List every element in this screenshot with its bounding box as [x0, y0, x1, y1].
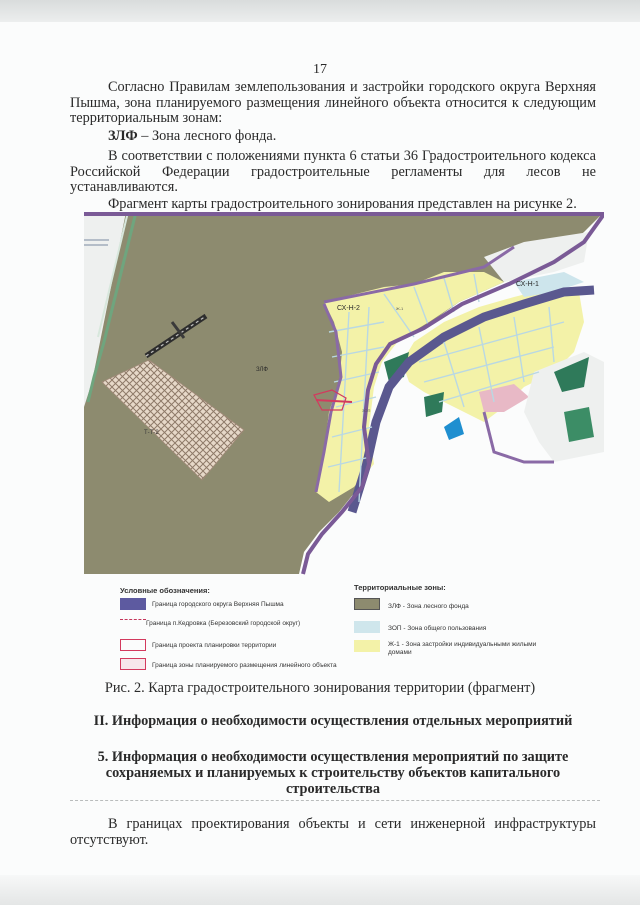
zone-code: ЗЛФ	[108, 128, 138, 144]
label-sh1: СХ-Н-1	[516, 281, 539, 288]
legend-title-left: Условные обозначения:	[120, 586, 210, 595]
legend-swatch-forest	[354, 598, 380, 610]
paragraph-regulations: В соответствии с положениями пункта 6 статьи 36 Градостроительного кодекса Российской Федерации градостроительные регламенты для лесов не устанавливаются.	[70, 148, 596, 196]
legend-item-public: ЗОП - Зона общего пользования	[388, 625, 487, 632]
legend-item-forest: ЗЛФ - Зона лесного фонда	[388, 603, 469, 610]
label-zop: ЗОП	[362, 408, 371, 413]
scan-top-band	[0, 0, 640, 22]
label-tz: Т-Т-2	[144, 430, 159, 436]
legend-item-planning-boundary: Граница проекта планировки территории	[152, 642, 277, 649]
legend-swatch-planning-boundary	[120, 639, 146, 651]
legend-title-right: Территориальные зоны:	[354, 583, 446, 592]
subsection-heading: 5. Информация о необходимости осуществления мероприятий по защите сохраняемых и планируемых к строительству объектов капитального строительства	[97, 749, 569, 797]
legend-item-settlement-boundary: Граница п.Кедровка (Березовский городской округ)	[146, 620, 301, 627]
paragraph-zlf	[70, 129, 596, 145]
page-number: 17	[313, 62, 327, 77]
legend-item-district-boundary: Граница городского округа Верхняя Пышма	[152, 601, 284, 608]
scan-bottom-band	[0, 875, 640, 905]
label-zh1: Ж-1	[396, 306, 404, 311]
zoning-map	[84, 212, 604, 577]
legend-swatch-settlement-boundary	[120, 619, 146, 625]
section-heading: II. Информация о необходимости осуществления отдельных мероприятий	[93, 713, 573, 729]
legend-swatch-district-boundary	[120, 598, 146, 610]
legend-swatch-public	[354, 621, 380, 633]
legend-item-linear-object-zone: Граница зоны планируемого размещения линейного объекта	[152, 662, 337, 669]
label-zlf: ЗЛФ	[256, 367, 268, 373]
zoning-map-svg	[84, 212, 604, 577]
label-sh2: СХ-Н-2	[337, 305, 360, 312]
zone-description: – Зона лесного фонда.	[137, 128, 277, 144]
legend-swatch-residential	[354, 640, 380, 652]
figure-caption: Рис. 2. Карта градостроительного зонирования территории (фрагмент)	[104, 680, 536, 696]
divider	[70, 800, 600, 801]
map-legend	[84, 578, 604, 670]
legend-item-residential: Ж-1 - Зона застройки индивидуальными жилыми домами	[388, 641, 537, 656]
final-paragraph: В границах проектирования объекты и сети инженерной инфраструктуры отсутствуют.	[70, 816, 596, 848]
legend-swatch-linear-object-zone	[120, 658, 146, 670]
paragraph-zoning-rules: Согласно Правилам землепользования и застройки городского округа Верхняя Пышма, зона планируемого размещения линейного объекта относится к следующим территориальным зонам:	[70, 79, 596, 127]
paragraph-map-reference: Фрагмент карты градостроительного зонирования представлен на рисунке 2.	[108, 196, 577, 212]
